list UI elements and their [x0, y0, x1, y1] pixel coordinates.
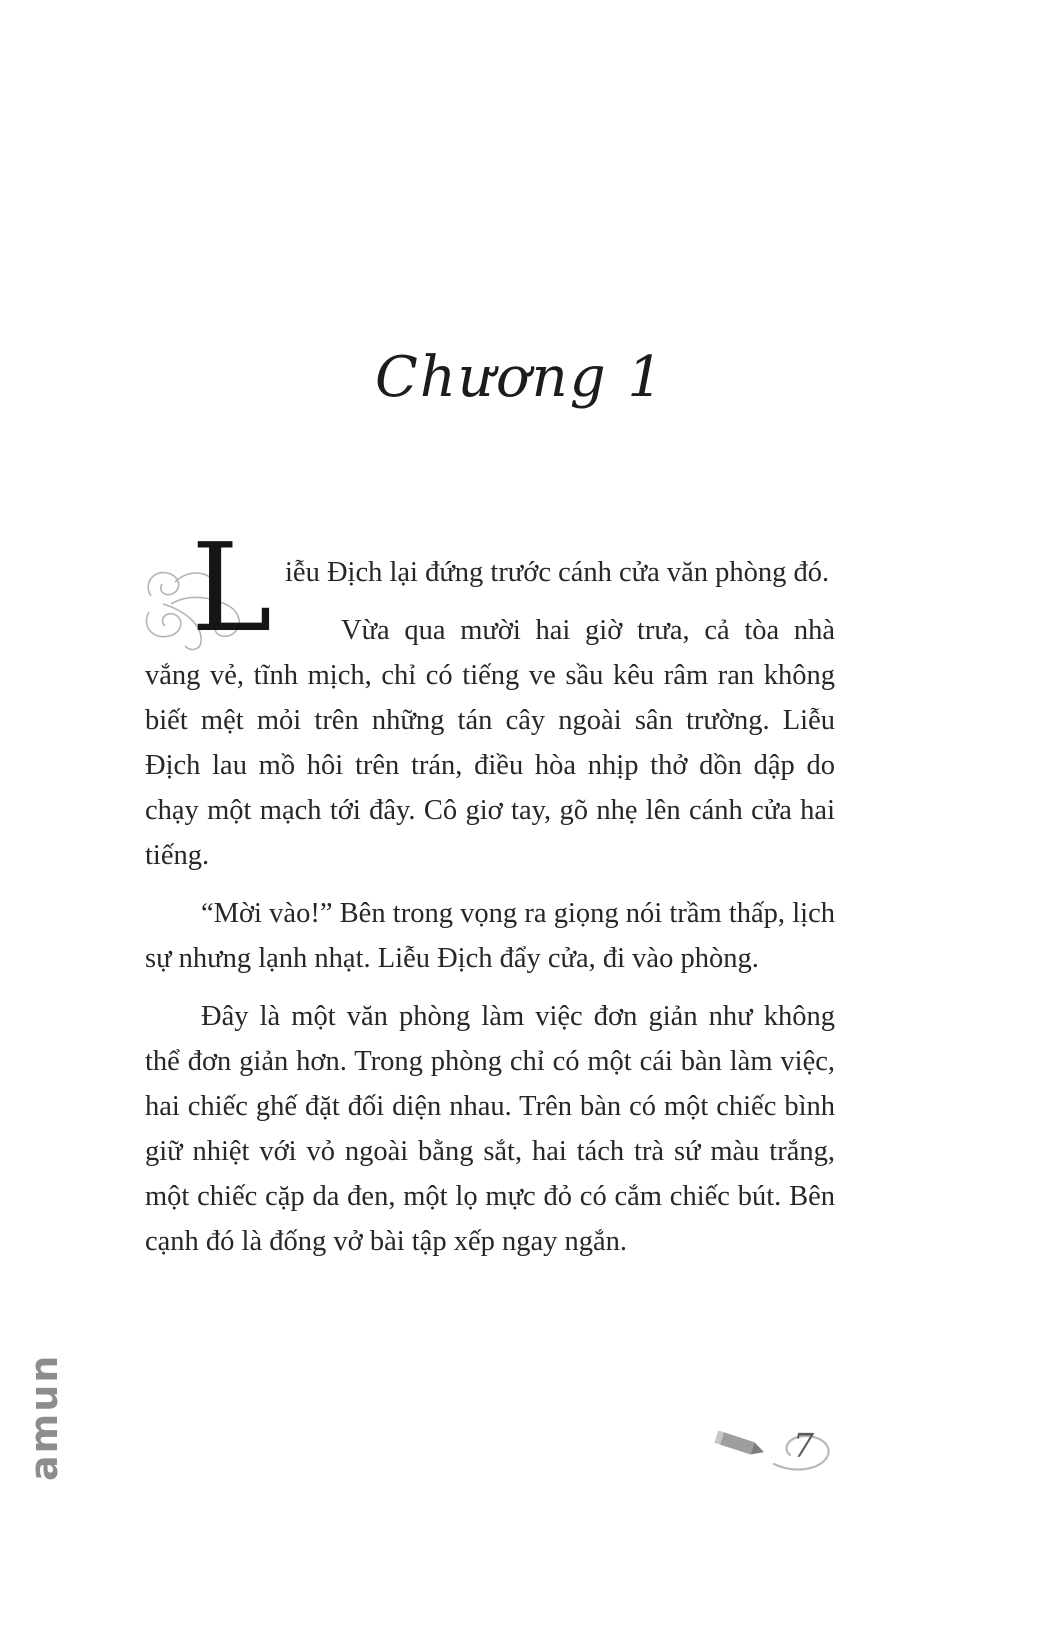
- drop-cap: [145, 517, 277, 659]
- paragraph-4: Đây là một văn phòng làm việc đơn giản như không thể đơn giản hơn. Trong phòng chỉ có một cái bàn làm việc, hai chiếc ghế đặt đối diện nhau. Trên bàn có một chiếc bình giữ nhiệt với vỏ ngoài bằng sắt, hai tách trà sứ màu trắng, một chiếc cặp da đen, một lọ mực đỏ có cắm chiếc bút. Bên cạnh đó là đống vở bài tập xếp ngay ngắn.: [145, 1001, 835, 1257]
- paragraph-3: “Mời vào!” Bên trong vọng ra giọng nói trầm thấp, lịch sự nhưng lạnh nhạt. Liễu Địch đẩy cửa, đi vào phòng.: [145, 898, 835, 974]
- publisher-logo: amun: [22, 1353, 66, 1481]
- page-number: 7: [793, 1426, 814, 1465]
- page-number-area: [710, 1418, 840, 1478]
- paragraph-2: Vừa qua mười hai giờ trưa, cả tòa nhà vắng vẻ, tĩnh mịch, chỉ có tiếng ve sầu kêu râm ran không biết mệt mỏi trên những tán cây ngoài sân trường. Liễu Địch lau mồ hôi trên trán, điều hòa nhịp thở dồn dập do chạy một mạch tới đây. Cô giơ tay, gõ nhẹ lên cánh cửa hai tiếng.: [145, 615, 835, 871]
- drop-cap-letter: L: [191, 517, 273, 659]
- paragraph-1-text: iễu Địch lại đứng trước cánh cửa văn phòng đó.: [285, 557, 830, 588]
- paragraph-1: [145, 517, 835, 659]
- body-text: [145, 517, 835, 1264]
- pencil-icon: [710, 1418, 840, 1478]
- chapter-title: Chương 1: [374, 345, 666, 410]
